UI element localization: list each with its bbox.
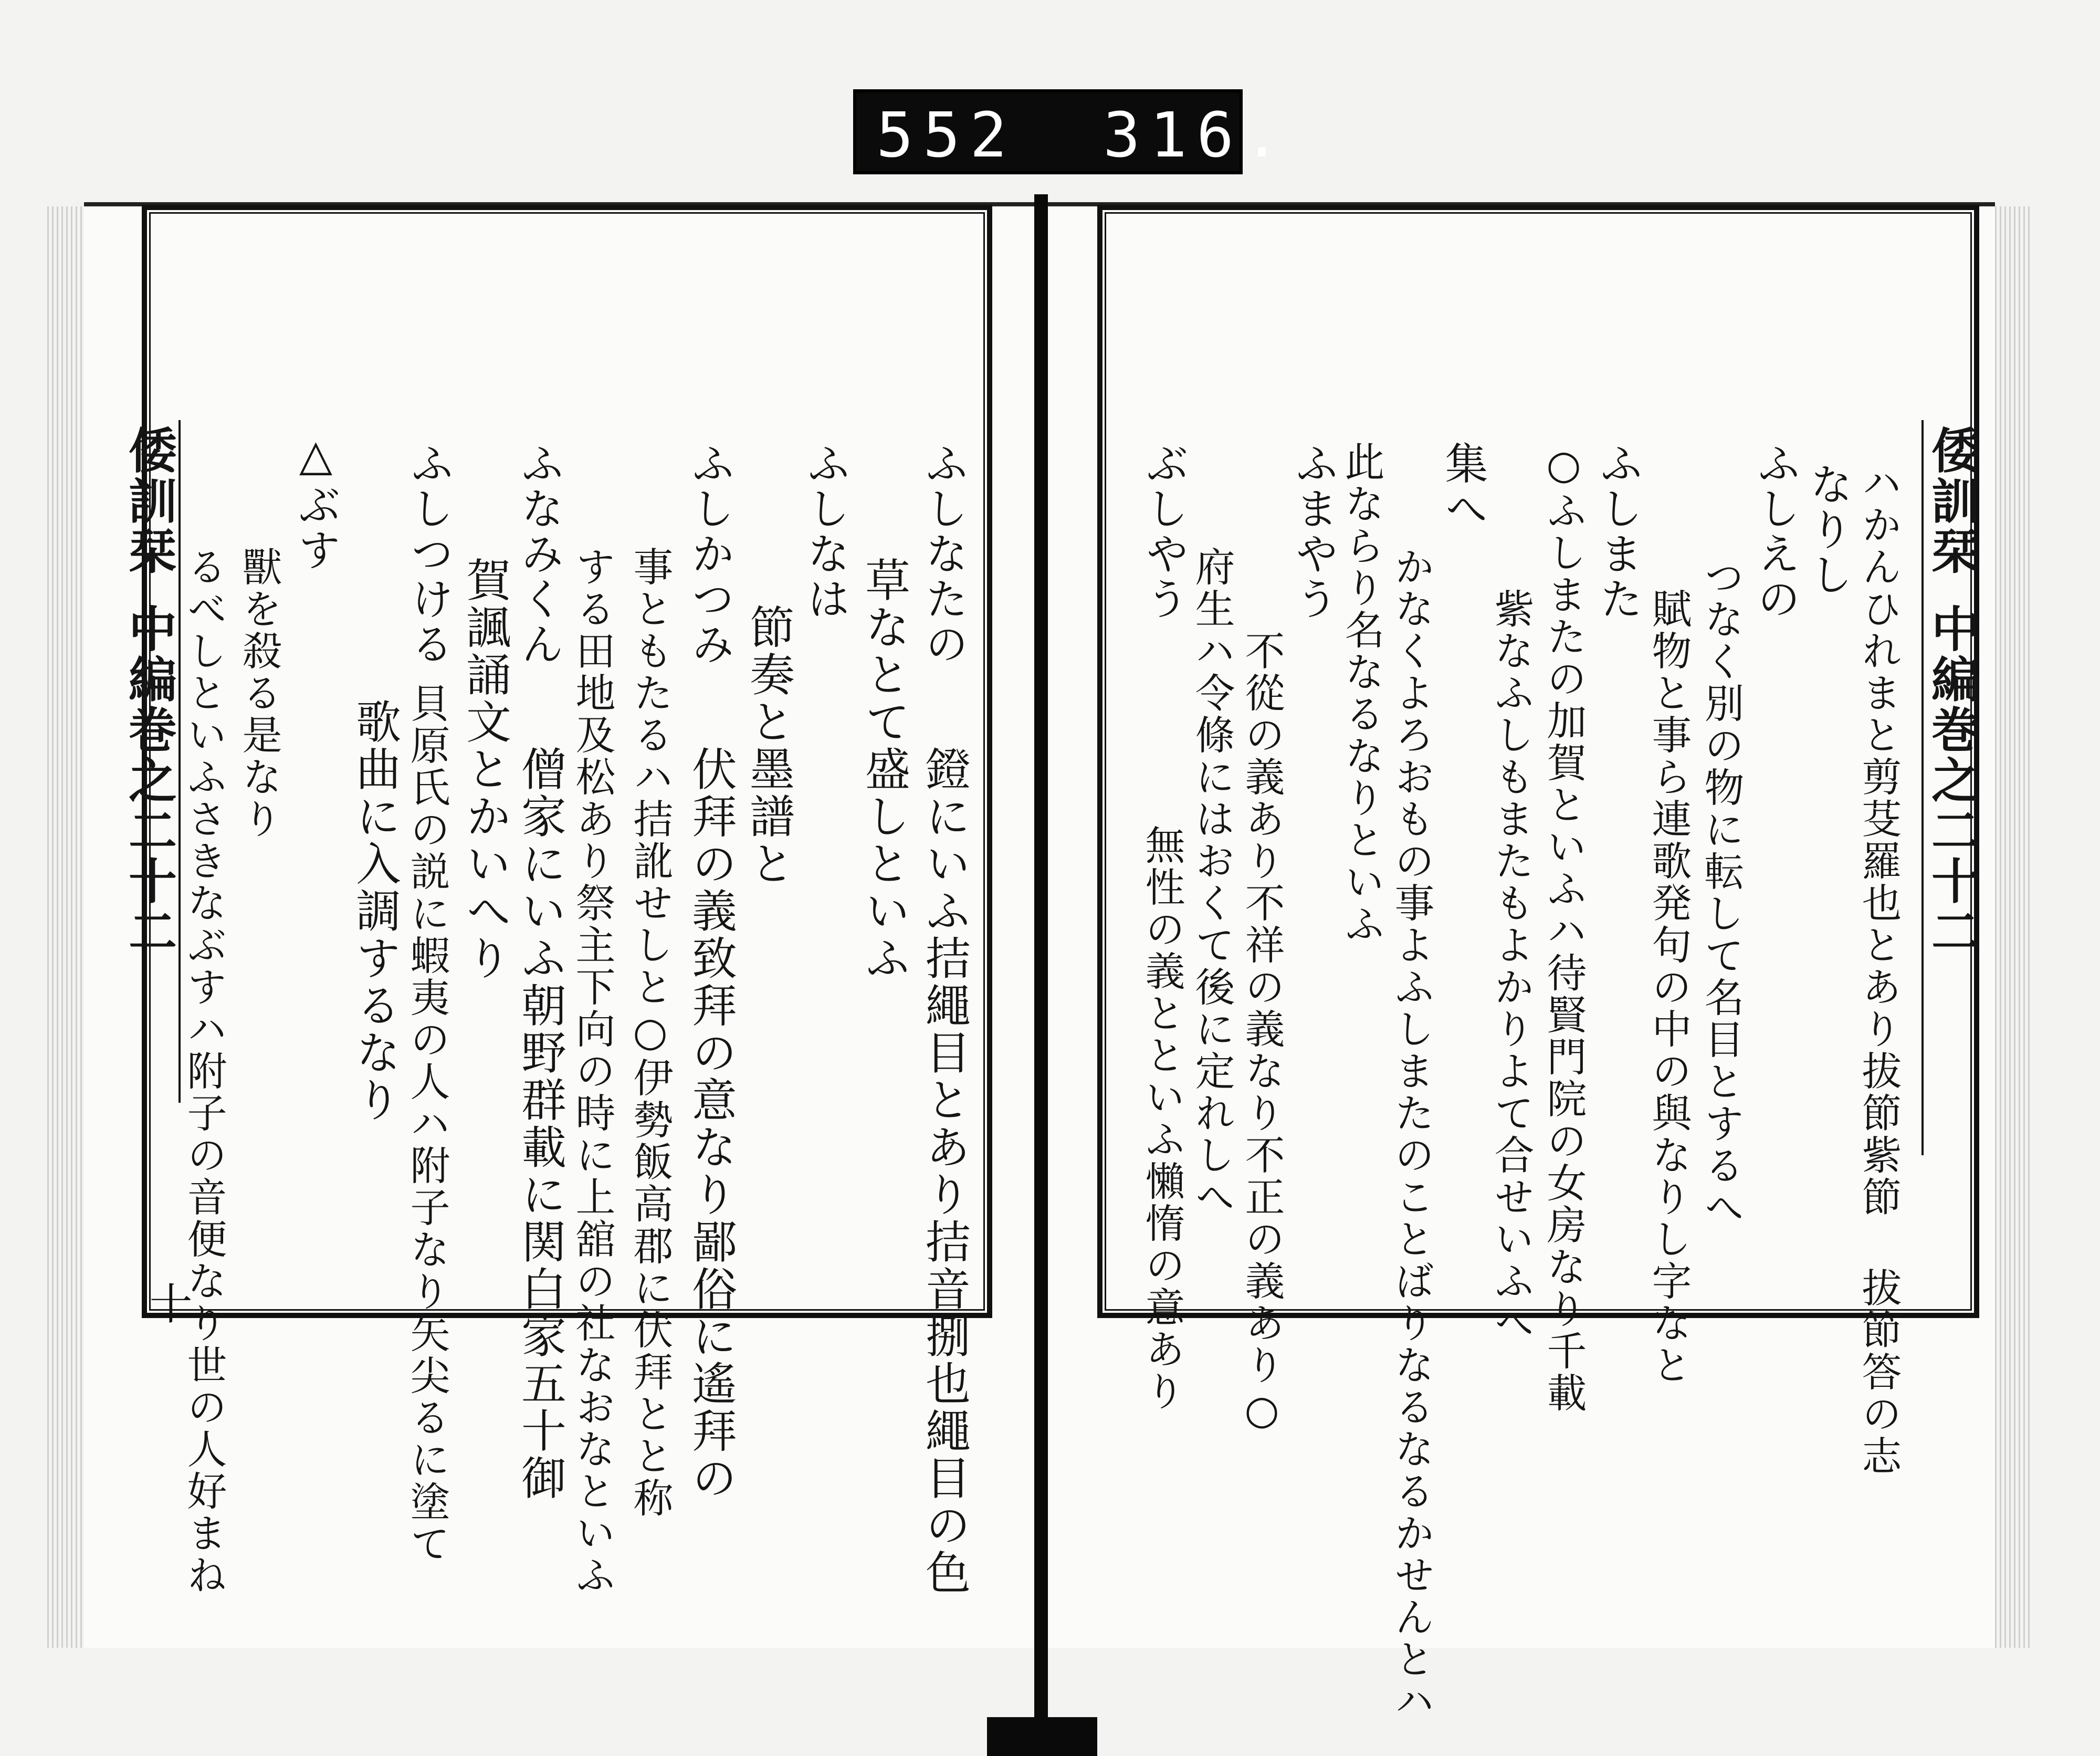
left-col-10: ふしつける — [404, 441, 454, 667]
left-margin-title — [121, 420, 181, 1103]
left-margin-title-text: 倭訓栞 — [121, 425, 177, 577]
left-col-5-lower: 伏拜の義致拜の意なり鄙俗に遙拜の — [684, 746, 737, 1502]
left-col-2: 草なとて盛しといふ — [857, 462, 910, 982]
left-col-9: 賀諷誦文とかいへり — [458, 462, 511, 982]
left-col-5: ふしかつみ — [685, 441, 734, 667]
right-col-4: つなく別の物に転して名目とするへ — [1698, 473, 1745, 1229]
right-col-2: なりし — [1803, 462, 1853, 598]
left-col-8: ふなみくん — [514, 441, 564, 667]
catalog-number-right: 316. — [1103, 99, 1290, 171]
left-col-3: ふしなは — [800, 441, 850, 622]
right-col-14: 府生ハ令條にはおくて後に定れしへ — [1189, 462, 1235, 1218]
right-margin-title-text: 倭訓栞 — [1924, 425, 1980, 577]
right-col-16: 無性の義とといふ懶惰の意あり — [1139, 698, 1185, 1413]
right-margin-subtitle: 中編巻之二十二 — [1924, 604, 1980, 957]
left-col-10-lower: 貝原氏の説に蝦夷の人ハ附子なり矢尖るに塗て — [404, 683, 450, 1565]
left-col-1: ふしなたの — [918, 441, 968, 667]
left-col-7: する田地及松あり祭主下向の時に上舘の社なおなといふ — [569, 462, 616, 1596]
right-col-1: ハかんひれまと剪芟羅也とあり拔節紫節 拔節答の志 — [1855, 462, 1902, 1477]
left-col-14: るべしといふさきなぶすハ附子の音便なり世の人好まね — [181, 462, 227, 1596]
right-col-13: 不從の義あり不祥の義なり不正の義あり○ — [1238, 462, 1285, 1435]
right-col-11: 此ならり名なるなりといふ — [1338, 441, 1385, 945]
right-col-10: かなくよろおもの事よふしまたのことばりなるなるかせんとハ — [1388, 462, 1435, 1722]
right-col-12: ふまやう — [1288, 441, 1338, 622]
right-col-3: ふしえの — [1750, 441, 1800, 622]
left-col-6: 事ともたるハ拮訛せしと○伊勢飯高郡に伏拜とと称 — [627, 462, 674, 1519]
book-spine — [1034, 194, 1048, 1756]
left-col-13: 獸を殺る是なり — [236, 462, 282, 840]
right-col-15: ぶしやう — [1139, 441, 1189, 622]
left-margin-subtitle: 中編巻之二十二 — [121, 604, 177, 957]
left-col-11: 歌曲に入調するなり — [348, 462, 401, 1124]
right-col-9: 集へ — [1438, 441, 1488, 531]
right-col-5: 賦物と事ら連歌発句の中の與なりし字なと — [1645, 462, 1692, 1386]
book-spine-foot — [987, 1717, 1097, 1756]
left-col-1-lower: 鐙にいふ拮繩目とあり拮音捌也繩目の色 — [918, 746, 970, 1596]
left-col-12: △ぶす — [291, 431, 341, 573]
left-leaf-number: 十 — [142, 1281, 192, 1324]
right-col-8: 紫なふしもまたもよかりよて合せいふへ — [1488, 462, 1535, 1344]
right-margin-title — [1922, 420, 1981, 1155]
right-col-7: ○ふしまたの加賀といふハ待賢門院の女房なり千載 — [1540, 441, 1587, 1414]
left-col-4: 節奏と墨譜と — [742, 462, 794, 887]
catalog-number-left: 552 — [876, 99, 1017, 171]
catalog-number-label — [853, 89, 1290, 174]
right-col-6: ふしまた — [1593, 441, 1643, 622]
left-col-8-lower: 僧家にいふ朝野群載に関白家五十御 — [513, 746, 566, 1502]
